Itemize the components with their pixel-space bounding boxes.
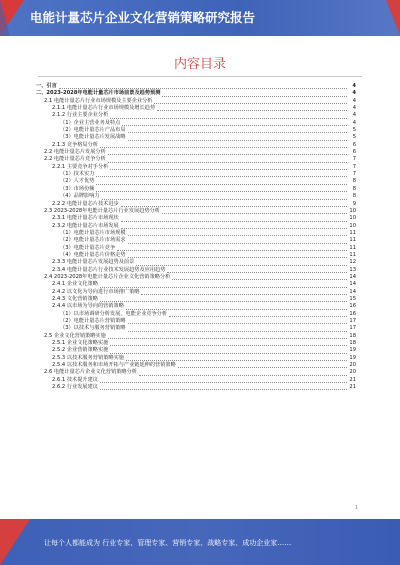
toc-entry-page: 10 (349, 222, 356, 229)
toc-entry-page: 20 (349, 369, 356, 376)
toc-leader-dots (96, 183, 347, 185)
toc-leader-dots (141, 293, 347, 295)
toc-entry-page: 12 (349, 259, 356, 266)
toc-entry[interactable] (36, 245, 356, 252)
toc-leader-dots (162, 95, 347, 97)
toc-entry-page: 4 (352, 119, 356, 126)
toc-entry-label: 2.6.1 技术提升建议 (52, 376, 98, 383)
toc-entry[interactable] (36, 303, 356, 310)
toc-entry-page: 5 (352, 134, 356, 141)
toc-leader-dots (96, 190, 347, 192)
toc-entry-page: 10 (349, 207, 356, 214)
toc-leader-dots (122, 124, 347, 126)
toc-entry-page: 6 (352, 141, 356, 148)
toc-entry-label: （3）电能计量芯片竞争 (60, 244, 116, 251)
toc-entry-label: （4）品牌影响力 (60, 193, 100, 200)
toc-leader-dots (126, 308, 347, 310)
toc-entry[interactable] (36, 90, 356, 97)
toc-leader-dots (157, 109, 347, 111)
toc-leader-dots (100, 300, 347, 302)
toc-entry-label: 2.5.1 企业文化策略实施 (52, 340, 109, 347)
toc-leader-dots (108, 337, 347, 339)
toc-leader-dots (108, 153, 347, 155)
toc-leader-dots (110, 117, 347, 119)
toc-entry-page: 6 (352, 149, 356, 156)
toc-entry[interactable] (36, 384, 356, 391)
toc-entry-page: 8 (352, 193, 356, 200)
toc-leader-dots (100, 286, 347, 288)
toc-entry[interactable] (36, 223, 356, 230)
toc-leader-dots (102, 198, 347, 200)
toc-entry-label: 2.2.1 主要竞争对手分析 (52, 163, 109, 170)
toc-entry[interactable] (36, 215, 356, 222)
toc-entry[interactable] (36, 178, 356, 185)
page-number: 1 (354, 505, 358, 511)
toc-leader-dots (136, 264, 347, 266)
toc-entry-page: 19 (349, 354, 356, 361)
toc-entry-label: 2.6.2 行业发展建议 (52, 384, 98, 391)
toc-entry-label: 一、引言 (36, 83, 57, 89)
toc-entry-page: 18 (349, 332, 356, 339)
toc-entry-label: 2.4 2023-2028年电能计量芯片企业文化营销策略分析 (44, 273, 171, 280)
toc-entry-label: 2.2 电能计量芯片竞争分析 (44, 156, 106, 163)
toc-leader-dots (100, 381, 347, 383)
toc-entry-label: 2.5.2 企业营销策略实施 (52, 347, 109, 354)
toc-entry-label: 2.4.2 以文化为导向进行市场推广策略 (52, 288, 140, 295)
toc-entry-page: 17 (349, 325, 356, 332)
toc-entry-page: 11 (349, 237, 356, 244)
toc-entry[interactable] (36, 289, 356, 296)
toc-entry-label: 2.4.3 文化营销策略 (52, 295, 98, 302)
toc-entry-label: （1）技术实力 (60, 171, 95, 178)
toc-entry-page: 4 (352, 105, 356, 112)
toc-leader-dots (110, 352, 347, 354)
toc-entry-page: 8 (352, 178, 356, 185)
toc-leader-dots (169, 315, 347, 317)
toc-entry-label: （2）人才优势 (60, 178, 95, 185)
toc-entry-page: 14 (349, 288, 356, 295)
toc-leader-dots (100, 146, 347, 148)
toc-entry[interactable] (36, 311, 356, 318)
toc-entry-label: （2）电能计量芯片产品布局 (60, 127, 126, 134)
toc-entry-label: 2.2 电能计量芯片发展分析 (44, 149, 106, 156)
toc-entry[interactable] (36, 120, 356, 127)
toc-entry-page: 19 (349, 347, 356, 354)
toc-entry-page: 7 (352, 163, 356, 170)
toc-leader-dots (128, 322, 347, 324)
toc-entry-page: 4 (352, 83, 356, 89)
report-title: 电能计量芯片企业文化营销策略研究报告 (30, 10, 256, 25)
toc-entry[interactable] (36, 281, 356, 288)
toc-heading: 内容目录 (173, 57, 226, 72)
toc-entry-page: 4 (352, 90, 356, 97)
toc-leader-dots (172, 278, 347, 280)
toc-entry-page: 8 (352, 185, 356, 192)
toc-leader-dots (128, 139, 347, 141)
toc-leader-dots (121, 205, 347, 207)
toc-entry-label: 2.1.2 行业主要企业分析 (52, 112, 109, 119)
toc-entry-page: 7 (352, 156, 356, 163)
toc-entry-label: 2.3 2023-2028年电能计量芯片行业发展趋势分析 (44, 207, 160, 214)
toc-entry[interactable] (36, 267, 356, 274)
toc-entry-page: 11 (349, 251, 356, 258)
toc-leader-dots (162, 212, 347, 214)
header-left-accent-shadow (0, 0, 10, 36)
toc-entry-label: 2.5 企业文化营销策略实施 (44, 332, 106, 339)
toc-entry-label: 2.3.4 电能计量芯片行业技术发展趋势及应用趋势 (52, 266, 166, 273)
toc-leader-dots (128, 234, 347, 236)
toc-entry-page: 4 (352, 112, 356, 119)
toc-entry-label: 2.3.2 电能计量芯片市场发展 (52, 222, 119, 229)
footer-slogan: 让每个人都能成为 行业专家、管理专家、营销专家、战略专家、成功企业家…… (44, 539, 292, 547)
toc-entry[interactable] (36, 325, 356, 332)
toc-entry-page: 15 (349, 295, 356, 302)
toc-entry[interactable] (36, 201, 356, 208)
toc-entry-label: （4）电能计量芯片价格走势 (60, 251, 126, 258)
toc-entry-label: 2.2.2 电能计量芯片技术进步 (52, 200, 119, 207)
toc-leader-dots (100, 388, 347, 390)
toc-entry[interactable] (36, 355, 356, 362)
toc-entry-page: 9 (352, 200, 356, 207)
toc-entry-label: 2.1.1 电能计量芯片行业市场规模及增长趋势 (52, 105, 156, 112)
toc-entry-page: 13 (349, 266, 356, 273)
toc-leader-dots (108, 161, 347, 163)
toc-leader-dots (126, 359, 347, 361)
toc-entry[interactable] (36, 142, 356, 149)
footer-left-accent (0, 519, 30, 565)
toc-entry-label: 2.3.3 电能计量芯片发展趋势及前景 (52, 259, 135, 266)
toc-entry-page: 18 (349, 340, 356, 347)
toc-leader-dots (110, 344, 347, 346)
toc-leader-dots (96, 175, 347, 177)
toc-entry-label: （2）电能计量芯片营销策略 (60, 318, 126, 324)
toc-entry-page: 21 (349, 376, 356, 383)
toc-entry-page: 17 (349, 318, 356, 324)
toc-entry-label: （2）电能计量芯片市场需求 (60, 237, 126, 244)
toc-entry-page: 14 (349, 273, 356, 280)
toc-leader-dots (128, 256, 347, 258)
toc-entry-label: 2.5.4 以技术服务和市场开拓与产业链延伸的营销策略 (52, 362, 176, 369)
toc-leader-dots (128, 242, 347, 244)
toc-leader-dots (128, 131, 347, 133)
toc-entry-label: 二、2023-2028年电能计量芯片市场前景及趋势预测 (36, 90, 161, 97)
toc-entry-label: （3）以技术与服务营销策略 (60, 325, 126, 332)
toc-entry-page: 11 (349, 229, 356, 236)
toc-entry[interactable] (36, 347, 356, 354)
toc-entry[interactable] (36, 193, 356, 200)
toc-leader-dots (178, 366, 347, 368)
toc-entry[interactable] (36, 134, 356, 141)
toc-entry[interactable] (36, 98, 356, 105)
toc-entry[interactable] (36, 112, 356, 119)
toc-leader-dots (121, 220, 347, 222)
toc-entry-page: 5 (352, 127, 356, 134)
toc-entry-label: （1）以市场调研分析发展，电能企业竞争分析 (60, 310, 168, 317)
toc-divider (38, 76, 362, 77)
toc-leader-dots (128, 330, 347, 332)
toc-entry-label: 2.4.4 以市场为导向的营销策略 (52, 303, 124, 310)
toc-entry-label: 2.5.3 以技术服务营销策略实施 (52, 354, 124, 361)
toc-entry[interactable] (36, 377, 356, 384)
toc-entry-label: 2.4.1 企业文化策略 (52, 281, 98, 288)
toc-entry[interactable] (36, 259, 356, 266)
toc-entry[interactable] (36, 156, 356, 163)
toc-leader-dots (139, 374, 347, 376)
toc-entry[interactable] (36, 237, 356, 244)
toc-entry-label: 2.1 电能计量芯片行业市场规模及主要企业分析 (44, 97, 153, 104)
toc-entry-label: （1）电能计量芯片市场规模 (60, 229, 126, 236)
toc-leader-dots (110, 168, 347, 170)
toc-entry-page: 14 (349, 281, 356, 288)
toc-entry-label: 2.1.3 竞争格局分析 (52, 141, 98, 148)
toc-entry[interactable] (36, 369, 356, 376)
toc-leader-dots (117, 249, 347, 251)
toc-leader-dots (154, 102, 347, 104)
toc-entry[interactable] (36, 333, 356, 340)
toc-entry-page: 21 (349, 384, 356, 391)
toc-entry-label: 2.6 电能计量芯片企业文化营销策略分析 (44, 369, 137, 376)
toc-entry-label: （3）电能计量芯片发展战略 (60, 134, 126, 141)
toc-leader-dots (167, 271, 347, 273)
toc-entry-page: 16 (349, 310, 356, 317)
toc-entry-page: 11 (349, 244, 356, 251)
toc-entry-page: 4 (352, 97, 356, 104)
toc-entry-page: 20 (349, 362, 356, 369)
toc-entry-label: 2.3.1 电能计量芯片市场现状 (52, 215, 119, 222)
toc-entry-page: 10 (349, 215, 356, 222)
toc-entry-label: （3）市场份额 (60, 185, 95, 192)
toc-entry-page: 16 (349, 303, 356, 310)
toc-entry-page: 7 (352, 171, 356, 178)
header-right-accent (386, 0, 400, 36)
toc-leader-dots (121, 227, 347, 229)
table-of-contents (36, 83, 356, 391)
toc-entry-label: （1）企业主营业务及特点 (60, 119, 121, 126)
